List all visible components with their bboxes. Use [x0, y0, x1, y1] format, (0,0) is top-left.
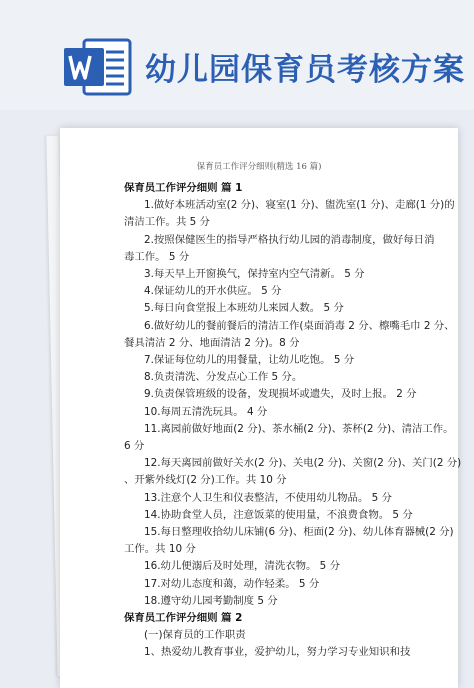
- document-line: 11.离园前做好地面(2 分)、茶水桶(2 分)、茶杯(2 分)、清洁工作。: [144, 422, 454, 435]
- document-line: 3.每天早上开窗换气，保持室内空气清新。 5 分: [144, 268, 365, 281]
- document-line: 2.按照保健医生的指导严格执行幼儿园的消毒制度，做好每日消: [144, 233, 435, 246]
- document-line: 工作。共 10 分: [124, 543, 196, 556]
- document-line: 1.做好本班活动室(2 分)、寝室(1 分)、盥洗室(1 分)、走廊(1 分)的: [144, 199, 455, 212]
- document-line: 12.每天离园前做好关水(2 分)、关电(2 分)、关窗(2 分)、关门(2 分): [144, 457, 462, 470]
- page-heading: 保育员工作评分细则(精选 16 篇): [196, 162, 322, 172]
- word-document-icon: [62, 36, 134, 98]
- document-line: (一)保育员的工作职责: [144, 629, 246, 642]
- document-line: 15.每日整理收拾幼儿床铺(6 分)、柜面(2 分)、幼儿体育器械(2 分): [144, 526, 454, 539]
- document-line: 5.每日向食堂报上本班幼儿来园人数。 5 分: [144, 302, 344, 315]
- document-line: 1、热爱幼儿教育事业，爱护幼儿，努力学习专业知识和技: [144, 646, 411, 659]
- header-banner: [0, 0, 474, 110]
- document-line: 13.注意个人卫生和仪表整洁，不使用幼儿物品。 5 分: [144, 491, 392, 504]
- document-line: 毒工作。 5 分: [124, 250, 190, 263]
- document-title: 幼儿园保育员考核方案: [145, 52, 465, 88]
- document-line: 6 分: [124, 440, 145, 453]
- document-line: 清洁工作。共 5 分: [124, 216, 210, 229]
- document-line: 、开紫外线灯(2 分)工作。共 10 分: [124, 474, 287, 487]
- document-body: [124, 180, 462, 662]
- document-line: 8.负责清洗、分发点心工作 5 分。: [144, 371, 303, 384]
- document-line: 7.保证每位幼儿的用餐量，让幼儿吃饱。 5 分: [144, 354, 355, 367]
- document-line: 18.遵守幼儿园考勤制度 5 分: [144, 594, 278, 607]
- document-line: 6.做好幼儿的餐前餐后的清洁工作(桌面消毒 2 分、檫嘴毛巾 2 分、: [144, 319, 455, 332]
- document-line: 10.每周五清洗玩具。 4 分: [144, 405, 268, 418]
- section-heading: 保育员工作评分细则 篇 2: [124, 612, 243, 625]
- document-line: 14.协助食堂人员，注意饭菜的使用量，不浪费食物。 5 分: [144, 508, 413, 521]
- document-line: 9.负责保管班级的设备，发现损坏或遗失，及时上报。 2 分: [144, 388, 417, 401]
- document-line: 17.对幼儿态度和蔼，动作轻柔。 5 分: [144, 577, 320, 590]
- document-line: 餐具清洁 2 分、地面清洁 2 分)。8 分: [124, 336, 300, 349]
- section-heading: 保育员工作评分细则 篇 1: [124, 182, 243, 194]
- document-line: 4.保证幼儿的开水供应。 5 分: [144, 285, 282, 298]
- document-line: 16.幼儿便溺后及时处理，清洗衣物。 5 分: [144, 560, 340, 573]
- document-page: [60, 128, 462, 688]
